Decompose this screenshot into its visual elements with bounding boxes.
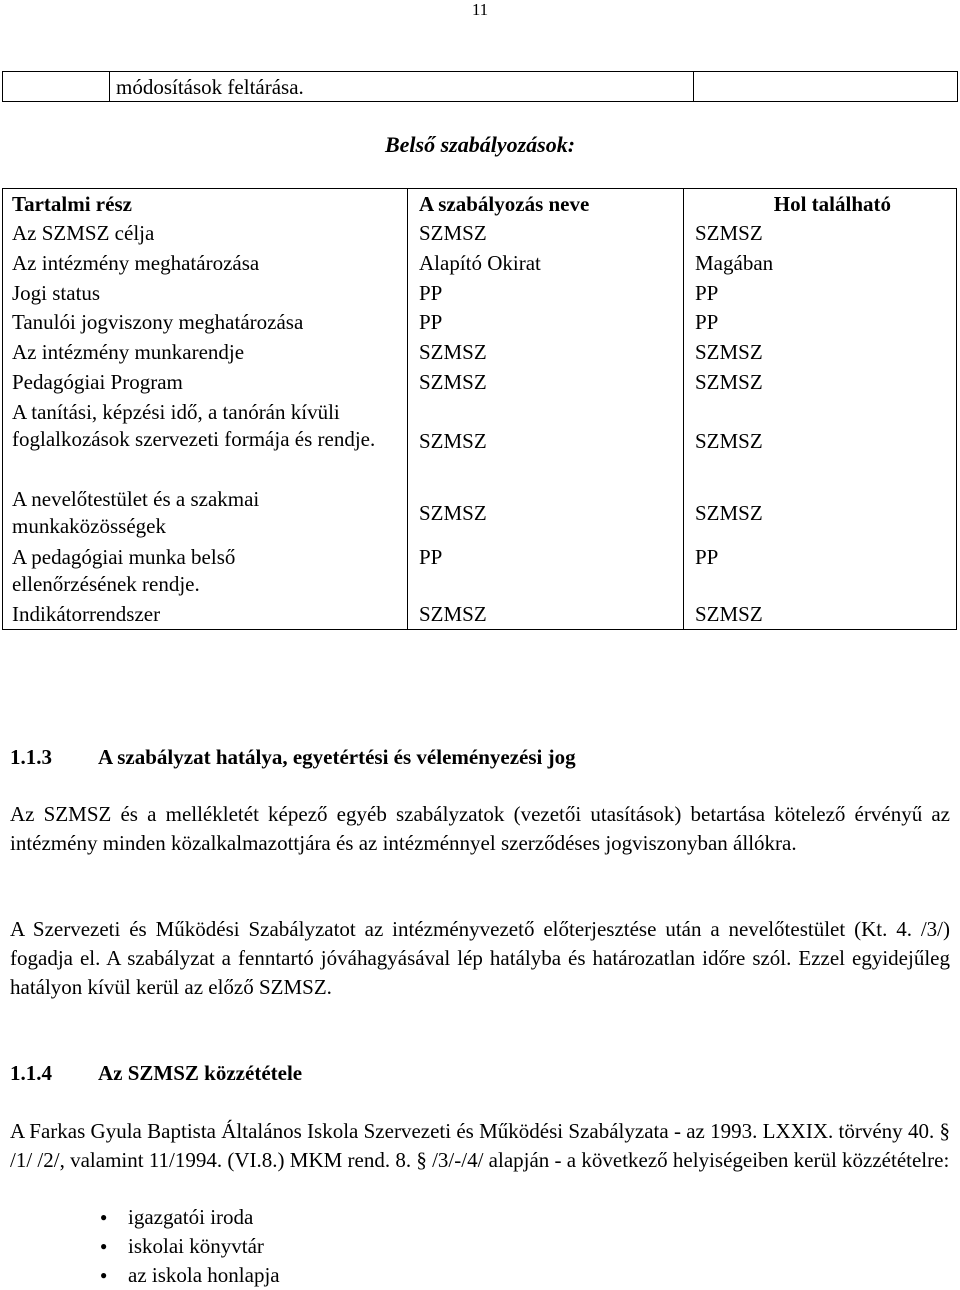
table-cell-where: PP bbox=[695, 310, 719, 334]
regulations-table bbox=[2, 188, 957, 630]
table-cell-where: SZMSZ bbox=[695, 429, 763, 453]
table-cell-where: SZMSZ bbox=[695, 501, 763, 525]
table-cell-where: SZMSZ bbox=[695, 340, 763, 364]
table-cell-where: SZMSZ bbox=[695, 221, 763, 245]
paragraph: A Szervezeti és Működési Szabályzatot az intézményvezető előterjesztése után a nevelőtestület (Kt. 4. /3/) fogadja el. A szabályzat a fenntartó jóváhagyásával lép hatályba és határozatlan időre szól. Ezzel egyidejűleg hatályon kívül kerül az előző SZMSZ. bbox=[10, 917, 950, 999]
header-where: Hol található bbox=[773, 192, 891, 216]
paragraph: Az SZMSZ és a mellékletét képező egyéb szabályzatok (vezetői utasítások) betartása kötelező érvényű az intézmény minden közalkalmazottjára és az intézménnyel szerződéses jogviszonyban állókra. bbox=[10, 802, 950, 855]
table-cell-name: SZMSZ bbox=[419, 340, 487, 364]
table-cell-name: SZMSZ bbox=[419, 429, 487, 453]
section-number: 1.1.3 bbox=[10, 745, 52, 769]
header-content: Tartalmi rész bbox=[12, 192, 132, 216]
table-divider bbox=[109, 72, 110, 101]
table-cell-where: SZMSZ bbox=[695, 370, 763, 394]
top-row-text: módosítások feltárása. bbox=[116, 75, 304, 99]
list-item: ● iskolai könyvtár bbox=[100, 1232, 280, 1261]
table-cell-content: Az intézmény meghatározása bbox=[12, 251, 260, 275]
table-cell-name: Alapító Okirat bbox=[419, 251, 541, 275]
section-heading-113 bbox=[10, 745, 576, 770]
table-cell-content: A tanítási, képzési idő, a tanórán kívüli foglalkozások szervezeti formája és rendje. bbox=[12, 400, 376, 451]
paragraph: A Farkas Gyula Baptista Általános Iskola Szervezeti és Működési Szabályzata - az 1993. LXXIX. törvény 40. § /1/ /2/, valamint 11/1994. (VI.8.) MKM rend. 8. § /3/-/4/ alapján - a következő helyiségeiben kerül közzétételre: bbox=[10, 1119, 950, 1172]
column-divider bbox=[683, 189, 684, 629]
table-cell-name: SZMSZ bbox=[419, 602, 487, 626]
table-cell-content: Indikátorrendszer bbox=[12, 602, 161, 626]
table-cell-content: Az intézmény munkarendje bbox=[12, 340, 245, 364]
header-name: A szabályozás neve bbox=[419, 192, 590, 216]
table-cell-name: SZMSZ bbox=[419, 370, 487, 394]
column-divider bbox=[407, 189, 408, 629]
top-table-row bbox=[2, 71, 958, 102]
table-cell-content: Tanulói jogviszony meghatározása bbox=[12, 310, 304, 334]
section-title-text: Az SZMSZ közzététele bbox=[98, 1061, 303, 1085]
page-number: 11 bbox=[471, 0, 489, 19]
table-cell-where: Magában bbox=[695, 251, 774, 275]
table-cell-name: SZMSZ bbox=[419, 501, 487, 525]
table-cell-name: PP bbox=[419, 310, 443, 334]
table-cell-content: A nevelőtestület és a szakmai munkaközösségek bbox=[12, 487, 260, 538]
table-cell-content: Jogi status bbox=[12, 281, 101, 305]
section-title: Belső szabályozások: bbox=[384, 132, 576, 157]
list-item: ● igazgatói iroda bbox=[100, 1203, 280, 1232]
table-divider bbox=[693, 72, 694, 101]
table-cell-where: SZMSZ bbox=[695, 602, 763, 626]
publication-locations-list bbox=[100, 1203, 280, 1290]
table-cell-name: PP bbox=[419, 281, 443, 305]
table-cell-where: PP bbox=[695, 545, 719, 569]
list-item: ● az iskola honlapja bbox=[100, 1261, 280, 1290]
table-cell-where: PP bbox=[695, 281, 719, 305]
section-number: 1.1.4 bbox=[10, 1061, 52, 1085]
table-cell-content: Az SZMSZ célja bbox=[12, 221, 155, 245]
table-cell-name: SZMSZ bbox=[419, 221, 487, 245]
table-cell-content: A pedagógiai munka belső ellenőrzésének rendje. bbox=[12, 545, 236, 596]
section-heading-114 bbox=[10, 1061, 302, 1086]
table-cell-name: PP bbox=[419, 545, 443, 569]
section-title-text: A szabályzat hatálya, egyetértési és véleményezési jog bbox=[98, 745, 576, 769]
table-cell-content: Pedagógiai Program bbox=[12, 370, 183, 394]
